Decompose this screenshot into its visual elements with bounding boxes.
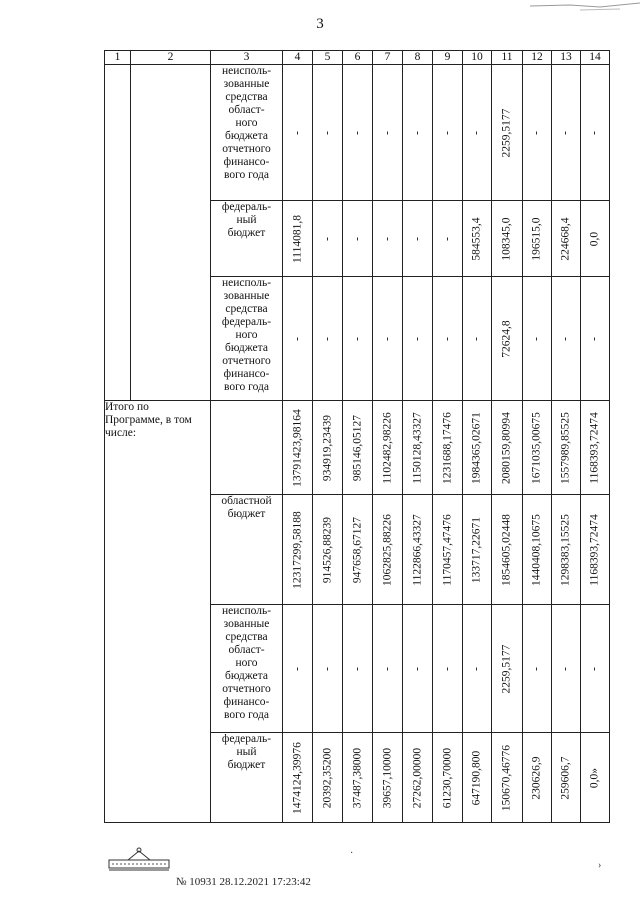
value-text: - xyxy=(559,666,572,671)
value-text: - xyxy=(321,336,333,341)
value-cell xyxy=(581,277,610,401)
value-text: 2259,5177 xyxy=(500,644,513,693)
value-cell xyxy=(581,201,610,277)
value-text: 37487,38000 xyxy=(351,747,363,808)
value-text: 108345,0 xyxy=(500,216,513,261)
value-text: - xyxy=(470,336,483,341)
column-number: 8 xyxy=(403,51,433,65)
value-text: 1150128,43327 xyxy=(411,411,423,484)
value-text: 259606,7 xyxy=(559,755,572,800)
value-cell xyxy=(373,65,403,201)
value-cell xyxy=(373,401,403,495)
value-cell xyxy=(373,733,403,823)
value-text: 12317299,58188 xyxy=(291,510,303,589)
value-text: - xyxy=(351,130,363,135)
value-text: 150670,46776 xyxy=(500,744,513,811)
value-cell xyxy=(492,277,523,401)
value-text: - xyxy=(559,336,572,341)
value-cell xyxy=(343,495,373,605)
value-text: 1168393,72474 xyxy=(588,513,601,586)
value-cell xyxy=(433,201,463,277)
value-cell xyxy=(313,495,343,605)
funding-source-label: федераль- ный бюджет xyxy=(211,201,283,277)
value-text: 1102482,98226 xyxy=(381,411,393,484)
value-cell xyxy=(283,495,313,605)
value-cell xyxy=(433,65,463,201)
value-cell xyxy=(403,65,433,201)
value-cell xyxy=(552,201,581,277)
budget-table xyxy=(104,50,610,823)
value-cell xyxy=(463,277,492,401)
value-text: - xyxy=(588,336,601,341)
column-number: 5 xyxy=(313,51,343,65)
total-label: Итого по Программе, в том числе: xyxy=(105,401,211,823)
value-cell xyxy=(552,605,581,733)
value-text: - xyxy=(559,130,572,135)
value-text: 1114081,8 xyxy=(291,214,303,263)
value-cell xyxy=(581,495,610,605)
value-cell xyxy=(403,495,433,605)
column-number: 9 xyxy=(433,51,463,65)
value-text: - xyxy=(441,336,453,341)
value-text: - xyxy=(291,666,303,671)
value-cell xyxy=(313,65,343,201)
value-text: 1440408,10675 xyxy=(530,513,543,586)
value-text: 230626,9 xyxy=(530,755,543,800)
value-text: - xyxy=(411,236,423,241)
value-text: - xyxy=(470,666,483,671)
value-cell xyxy=(433,733,463,823)
value-cell xyxy=(433,605,463,733)
value-text: - xyxy=(441,666,453,671)
value-cell xyxy=(552,277,581,401)
funding-source-label xyxy=(211,401,283,495)
value-cell xyxy=(492,65,523,201)
value-cell xyxy=(403,605,433,733)
value-cell xyxy=(343,605,373,733)
value-text: 934919,23439 xyxy=(321,414,333,481)
value-text: - xyxy=(411,666,423,671)
column-number: 1 xyxy=(105,51,131,65)
value-text: - xyxy=(411,130,423,135)
value-text: 1854605,02448 xyxy=(500,513,513,586)
value-text: 647190,800 xyxy=(470,750,483,805)
value-cell xyxy=(343,201,373,277)
value-cell xyxy=(283,277,313,401)
value-text: - xyxy=(381,130,393,135)
value-text: 1474124,39976 xyxy=(291,741,303,814)
value-text: 1168393,72474 xyxy=(588,411,601,484)
value-text: 133717,22671 xyxy=(470,516,483,583)
page-number: 3 xyxy=(316,16,324,32)
value-cell xyxy=(403,733,433,823)
value-cell xyxy=(463,733,492,823)
value-cell xyxy=(552,733,581,823)
value-cell xyxy=(581,733,610,823)
column-1-cell xyxy=(105,65,131,401)
value-cell xyxy=(343,65,373,201)
value-text: 1122866,43327 xyxy=(411,513,423,586)
scan-artifact xyxy=(530,0,640,14)
value-text: - xyxy=(381,336,393,341)
value-text: 1231688,17476 xyxy=(441,411,453,484)
registration-stamp: № 10931 28.12.2021 17:23:42 xyxy=(176,876,311,888)
value-cell xyxy=(523,605,552,733)
value-cell xyxy=(552,401,581,495)
value-text: - xyxy=(291,336,303,341)
value-cell xyxy=(343,401,373,495)
value-text: - xyxy=(530,666,543,671)
value-cell xyxy=(463,201,492,277)
value-text: - xyxy=(411,336,423,341)
value-cell xyxy=(523,495,552,605)
value-text: 196515,0 xyxy=(530,216,543,261)
value-cell xyxy=(463,401,492,495)
value-text: - xyxy=(381,666,393,671)
value-text: - xyxy=(351,666,363,671)
value-text: 72624,8 xyxy=(500,319,513,358)
value-text: 947658,67127 xyxy=(351,516,363,583)
value-cell xyxy=(433,277,463,401)
value-text: 1298383,15525 xyxy=(559,513,572,586)
value-text: 1671035,00675 xyxy=(530,411,543,484)
value-text: - xyxy=(321,236,333,241)
value-text: 1557989,85525 xyxy=(559,411,572,484)
column-number: 6 xyxy=(343,51,373,65)
value-text: - xyxy=(291,130,303,135)
column-number-row xyxy=(105,51,610,65)
value-cell xyxy=(403,277,433,401)
value-text: 20392,35200 xyxy=(321,747,333,808)
value-cell xyxy=(463,495,492,605)
value-text: 1062825,88226 xyxy=(381,513,393,586)
value-cell xyxy=(552,495,581,605)
value-cell xyxy=(373,277,403,401)
value-cell xyxy=(313,605,343,733)
column-number: 7 xyxy=(373,51,403,65)
funding-source-label: неисполь- зованные средства област- ного бюджета отчетного финансо- вого года xyxy=(211,65,283,201)
funding-source-label: неисполь- зованные средства област- ного бюджета отчетного финансо- вого года xyxy=(211,605,283,733)
value-cell xyxy=(313,401,343,495)
value-cell xyxy=(523,65,552,201)
value-cell xyxy=(283,201,313,277)
value-text: - xyxy=(441,236,453,241)
value-cell xyxy=(463,605,492,733)
column-number: 2 xyxy=(131,51,211,65)
value-text: 0,0 xyxy=(588,231,601,246)
value-cell xyxy=(492,201,523,277)
scan-dot: · xyxy=(350,848,354,859)
value-cell xyxy=(283,733,313,823)
value-text: 985146,05127 xyxy=(351,414,363,481)
value-text: - xyxy=(321,666,333,671)
value-cell xyxy=(492,401,523,495)
value-text: 1170457,47476 xyxy=(441,513,453,586)
value-text: 0,0» xyxy=(588,767,601,788)
value-text: 1984365,02671 xyxy=(470,411,483,484)
value-cell xyxy=(463,65,492,201)
value-cell xyxy=(373,605,403,733)
value-cell xyxy=(581,605,610,733)
value-cell xyxy=(283,65,313,201)
value-cell xyxy=(523,201,552,277)
value-cell xyxy=(403,201,433,277)
value-cell xyxy=(523,733,552,823)
value-cell xyxy=(343,277,373,401)
column-number: 3 xyxy=(211,51,283,65)
value-text: - xyxy=(588,130,601,135)
value-cell xyxy=(373,495,403,605)
table-row xyxy=(105,401,610,495)
column-number: 14 xyxy=(581,51,610,65)
column-number: 12 xyxy=(523,51,552,65)
value-text: - xyxy=(530,130,543,135)
value-text: - xyxy=(381,236,393,241)
column-number: 11 xyxy=(492,51,523,65)
value-text: - xyxy=(441,130,453,135)
value-text: 224668,4 xyxy=(559,216,572,261)
value-text: - xyxy=(351,236,363,241)
value-cell xyxy=(313,201,343,277)
funding-source-label: федераль- ный бюджет xyxy=(211,733,283,823)
value-cell xyxy=(552,65,581,201)
value-cell xyxy=(523,401,552,495)
value-text: - xyxy=(588,666,601,671)
scan-dot: › xyxy=(598,860,602,871)
column-number: 4 xyxy=(283,51,313,65)
value-cell xyxy=(343,733,373,823)
funding-source-label: неисполь- зованные средства федераль- ного бюджета отчетного финансо- вого года xyxy=(211,277,283,401)
value-cell xyxy=(283,605,313,733)
value-text: - xyxy=(470,130,483,135)
value-cell xyxy=(313,733,343,823)
column-number: 13 xyxy=(552,51,581,65)
value-cell xyxy=(283,401,313,495)
value-text: - xyxy=(321,130,333,135)
emblem-logo xyxy=(108,846,170,872)
table-row xyxy=(105,65,610,201)
value-text: - xyxy=(530,336,543,341)
value-cell xyxy=(313,277,343,401)
value-text: 584553,4 xyxy=(470,216,483,261)
value-text: 61230,70000 xyxy=(441,747,453,808)
column-number: 10 xyxy=(463,51,492,65)
value-cell xyxy=(373,201,403,277)
value-cell xyxy=(492,495,523,605)
value-text: 27262,00000 xyxy=(411,747,423,808)
value-cell xyxy=(492,605,523,733)
value-text: 39657,10000 xyxy=(381,747,393,808)
value-text: 2259,5177 xyxy=(500,108,513,157)
value-text: 2080159,80994 xyxy=(500,411,513,484)
value-cell xyxy=(581,401,610,495)
value-text: 914526,88239 xyxy=(321,516,333,583)
value-cell xyxy=(581,65,610,201)
value-text: 13791423,98164 xyxy=(291,408,303,487)
value-text: - xyxy=(351,336,363,341)
column-2-cell xyxy=(131,65,211,401)
value-cell xyxy=(523,277,552,401)
value-cell xyxy=(403,401,433,495)
value-cell xyxy=(433,401,463,495)
value-cell xyxy=(433,495,463,605)
funding-source-label: областной бюджет xyxy=(211,495,283,605)
value-cell xyxy=(492,733,523,823)
